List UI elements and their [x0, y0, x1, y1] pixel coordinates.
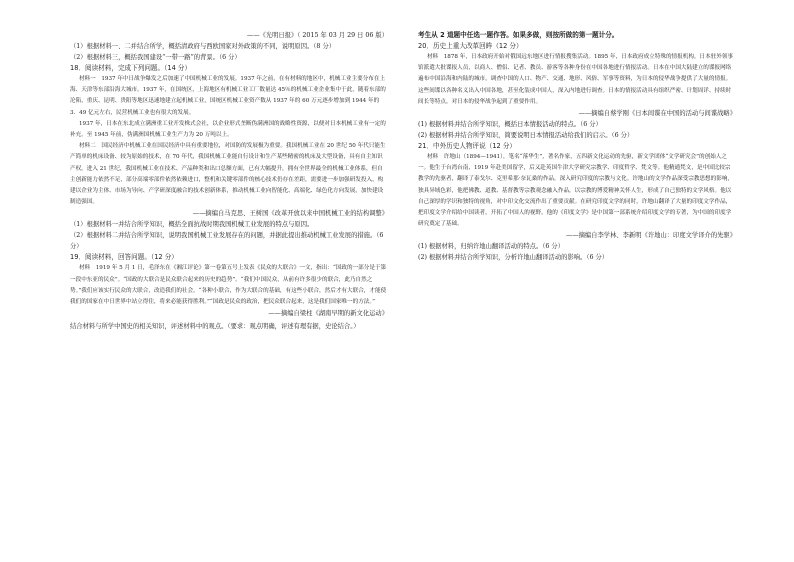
source-citation: ——《光明日报》（ 2015 年 03 月 29 日 06 版）: [246, 32, 388, 39]
q20-source: ——摘编自蔡学刚《日本间谍在中国的活动与间谍战略》: [578, 110, 736, 118]
question-19-title: 19．阅读材料，回答问题。（12 分）: [70, 253, 178, 262]
q21-source: ——摘编自李学林、李新明《许地山：印度文学译介的先驱》: [565, 232, 736, 240]
question-19-prompt: 结合材料与所学中国史的相关知识，评述材料中的观点。（要求：观点明确，评述有理有据，史论结合。）: [70, 323, 360, 331]
q20-material: 材料 1878 年，日本政府开始对俄国远东地区进行情报搜集活动。1895 年，日本政府成立特殊的情报机构。日本驻外领事馆派遣大批谍报人员，以商人、僧侣、记者、教员、游客等各种身份在中国各地进行情报活动。日本在中国大陆建立的谍报网络遍布中国沿海和内陆的城市，调查中国的人口、物产、交通、地形、风俗、军事等资料，为日本的侵华战争提供了大量的情报。这些间谍以各种名义出入中国各地，甚至化装成中国人，深入内地进行调查。日本的情报活动具有组织严密、计划周详、持续时间长等特点，对日本的侵华战争起到了重要作用。: [418, 54, 734, 105]
question-20-title: 20．历史上重大改革回眸（12 分）: [418, 42, 523, 50]
q19-material: 材料 1919 年 5 月 1 日，毛泽东在《湘江评论》第一卷第五号上发表《民众的大联合》一文，指出：“国政的一部分是于第一段中东亚的民众”。“国政的大联合是民众联合起来的历史的趋势”。“我们中国民众，从前有许多很少的联合，此乃自然之势。”我们应该实行民众的大联合，改造我们的社会。“各种小联合，作为大联合的基础，有这些小联合，然后才有大联合，才能使我们的国家在中日世界中站立得住，将来必能获得胜利。”“国政是民众的政治，把民众联合起来，这是我们国家唯一的方法。”: [70, 265, 387, 306]
question-18-1: （1）根据材料一并结合所学知识，概括全面抗战时期我国机械工业发展的特点与原因。: [70, 221, 314, 229]
question-21-title: 21．中外历史人物评说（12 分）: [418, 142, 517, 151]
left-column: [70, 30, 388, 332]
q21-material: 材料 许地山（1894—1941），笔名“落华生”，著名作家，五四新文化运动的先驱，新文学团体“文学研究会”的创始人之一。他生于台湾台南，1919 年赴美国留学，后又赴英国牛津大学研究宗教学、印度哲学、梵文等。他精通梵文，是中国比较宗教学的先驱者，翻译了泰戈尔、克里希那·奈瓦桑的作品，深入研究印度的宗教与文化。许地山的文学作品深受宗教思想的影响，独具异域色彩，他把佛教、道教、基督教等宗教观念融入作品，以宗教的博爱精神关怀人生，形成了自己独特的文学风格。他以自己深厚的学识和独特的视角，对中印文化交流作出了重要贡献。在研究印度文学的同时，许地山翻译了大量的印度文学作品，把印度文学介绍给中国读者，开拓了中国人的视野。他的《印度文学》是中国第一部系统介绍印度文学的专著，为中国的印度学研究奠定了基础。: [418, 154, 734, 228]
right-column: [418, 30, 736, 263]
question-17-2: （2）根据材料三，概括我国建设“一带一路”的背景。（6 分）: [70, 54, 241, 61]
question-21-2: (2) 根据材料并结合所学知识，分析许地山翻译活动的影响。（6 分）: [418, 254, 609, 262]
q19-source: ——摘编自梁柱《湖南早期的新文化运动》: [268, 310, 388, 318]
q18-material-1: 材料一 1937 年中日战争爆发之后加速了中国机械工业的发展。1937 年之前，在有材料的地区中，机械工业主要分布在上海、天津等东部沿海大城市。1937 年，在国统区，上海地区有机械工业工厂数量达 45％的机械工业企业集中于此，随着东部的沦陷，重庆、昆明、贵阳等地区迅速地建立起机械工业，国统区机械工业资产数从 1937 年的 60 万元逐步增加到 1944 年的 3．49 亿元左右，民营机械工业也有很大的发展。: [70, 76, 386, 116]
question-21-1: (1) 根据材料，归纳许地山翻译活动的特点。（6 分）: [418, 243, 565, 251]
choice-notice: 考生从 2 道题中任选一题作答。如果多做，则按所做的第一题计分。: [418, 31, 619, 39]
question-20-1: (1) 根据材料并结合所学知识，概括日本情报活动的特点。（6 分）: [418, 121, 602, 129]
question-18-2: （2）根据材料二并结合所学知识，说明我国机械工业发展存在的问题，并据此提出推动机械工业发展的措施。（6 分）: [70, 232, 386, 251]
question-18-title: 18．阅读材料，完成下列问题。（14 分）: [70, 64, 192, 72]
q18-material-2: 材料二 国民经济中机械工业在国民经济中具有重要地位，对国防的发展极为重要。我国机械工业在 20 世纪 50 年代只能生产简单的机床设备、较为原始的技术，在 70 年代，我国机械工业能自行设计和生产某些精密的机床及大型设备，具有自主知识产权。进入 21 世纪，我国机械工业在技术、产品种类和出口总额方面，已有大幅提升，拥有全世界最全的机械工业体系，但自主创新能力依然不足，部分高端零部件依然依赖进口，整机和关键零部件的核心技术仍存在差距，需要进一步加强研发投入，构建以企业为主体、市场为导向、产学研深度融合的技术创新体系，推动机械工业向智能化、高端化、绿色化方向发展，加快建设制造强国。: [70, 143, 386, 206]
q18-source: ——摘编自马克思、王树国《改革开放以来中国机械工业的结构调整》: [192, 210, 388, 218]
q18-material-1-cont: 1937 年，日本在东北成立满洲重工业开发株式会社，以企业形式垄断伪满洲国的战略性资源，以便对日本机械工业有一定的补充。至 1945 年前，伪满洲国机械工业生产力为 20 万吨以上。: [70, 120, 386, 139]
question-20-2: (2) 根据材料并结合所学知识，简要说明日本情报活动给我们的启示。（6 分）: [418, 132, 634, 140]
question-17-1: （1）根据材料一、二并结合所学，概括清政府与西欧国家对外政策的不同，说明原因。（8 分）: [70, 43, 336, 50]
